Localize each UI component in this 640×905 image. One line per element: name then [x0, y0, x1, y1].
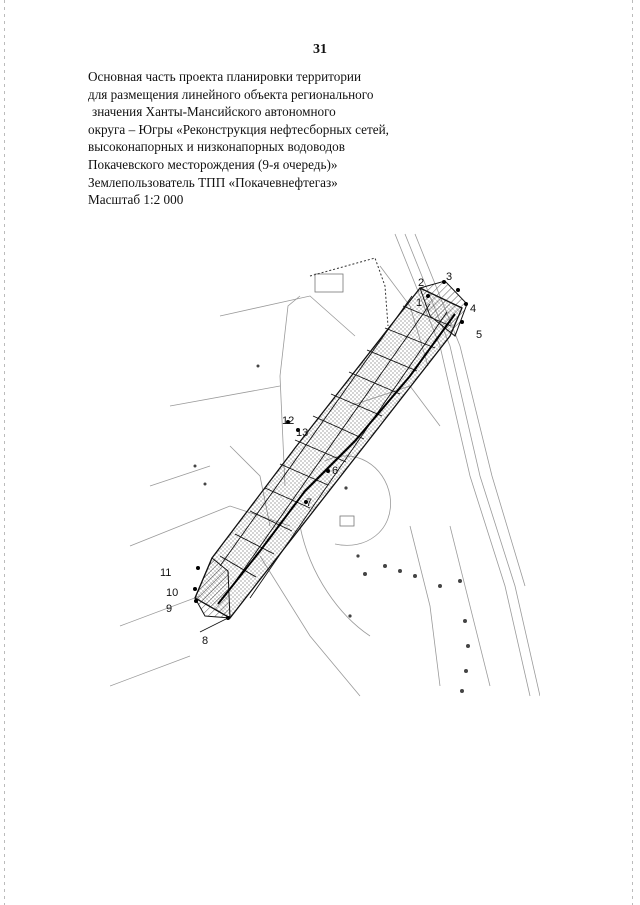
point-label-10: 10: [166, 587, 179, 599]
point-label-13: 13: [296, 427, 309, 439]
point-label-6: 6: [332, 465, 339, 477]
planning-map: [110, 226, 540, 706]
point-label-12: 12: [282, 415, 295, 427]
point-label-2: 2: [418, 277, 425, 289]
planning-map-drawing: [110, 226, 540, 706]
point-label-1: 1: [416, 297, 423, 309]
left-edge-line: [4, 0, 5, 905]
corridor-fill: [195, 288, 462, 618]
right-edge-line: [632, 0, 633, 905]
document-header: [88, 68, 508, 209]
point-label-3: 3: [446, 271, 453, 283]
scale-line: Масштаб 1:2 000: [88, 192, 184, 208]
header-line: значения Ханты-Мансийского автономного: [92, 104, 336, 120]
point-label-11: 11: [160, 567, 172, 579]
point-label-9: 9: [166, 603, 173, 615]
header-line: Покачевского месторождения (9-я очередь)»: [88, 156, 338, 172]
point-8-leader: [200, 618, 228, 632]
point-label-7: 7: [306, 497, 313, 509]
header-line: Основная часть проекта планировки территории: [88, 69, 362, 84]
landowner-line: Землепользователь ТПП «Покачевнефтегаз»: [88, 174, 338, 190]
point-label-4: 4: [470, 303, 477, 315]
header-line: для размещения линейного объекта регионального: [88, 86, 374, 102]
point-label-5: 5: [476, 329, 483, 341]
page-number: 31: [313, 42, 327, 57]
header-line: высоконапорных и низконапорных водоводов: [88, 139, 345, 155]
header-line: округа – Югры «Реконструкция нефтесборных сетей,: [88, 121, 389, 137]
point-label-8: 8: [202, 635, 209, 647]
